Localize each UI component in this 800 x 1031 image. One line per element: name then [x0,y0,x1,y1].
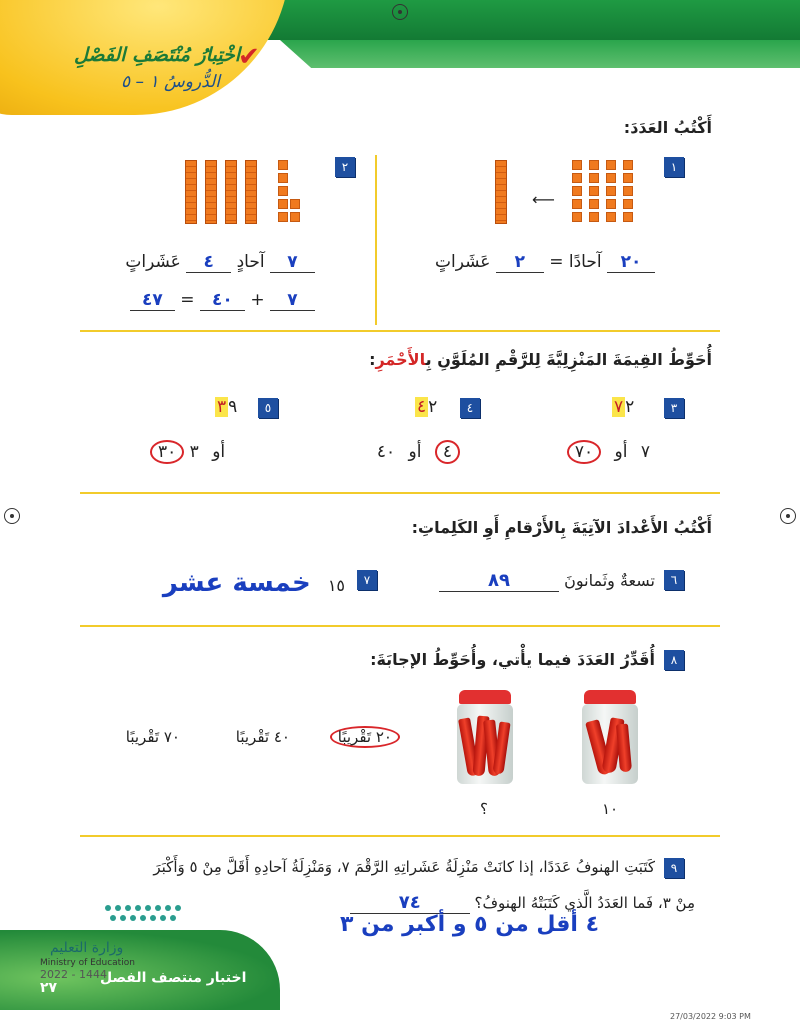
arrow-left-icon: ⟵ [532,190,555,209]
q1-answer-line [435,252,655,273]
instruction-circle-place-value [369,350,712,369]
ones-cube [606,173,616,183]
registration-mark-icon [392,4,408,20]
divider-vertical [375,155,377,325]
instruction-write-number: أَكْتُبُ العَدَدَ: [623,118,712,137]
question-number-8: ٨ [664,650,684,670]
tens-rod [205,160,217,224]
ones-cube [278,212,288,222]
q2-plus: + [250,290,265,310]
divider [80,625,720,627]
q3-number [612,397,634,417]
q1-equals: = [549,252,564,272]
print-timestamp: 27/03/2022 9:03 PM [670,1012,751,1021]
estimate-option-40[interactable]: ٤٠ تَقْريبًا [235,728,290,746]
ones-cube [589,173,599,183]
estimate-option-20[interactable] [330,726,400,748]
q5-number [215,397,237,417]
jar2-label: ؟ [480,800,488,818]
q7-answer[interactable]: خمسة عشر [162,568,311,598]
question-number-5: ٥ [258,398,278,418]
divider [80,835,720,837]
checkmark-icon: ✔ [238,42,260,72]
q5-option-a-circled[interactable]: ٣٠ [150,440,184,464]
q9-handwritten-note: ٤ أقل من ٥ و أكبر من ٣ [340,912,600,937]
registration-mark-icon [780,508,796,524]
ones-cube [606,186,616,196]
q5-plain-digit: ٩ [228,397,238,417]
q4-option-b[interactable]: ٤٠ [376,442,396,462]
question-number-2: ٢ [335,157,355,177]
q4-colored-digit: ٤ [417,397,427,417]
q2-equation [130,290,315,311]
q1-ones-answer[interactable]: ٢٠ [607,252,655,273]
ones-cube [278,173,288,183]
page-title: اخْتِبارُ مُنْتَصَفِ الفَصْلِ [73,44,240,66]
ones-cube [606,199,616,209]
q2-equals: = [180,290,195,310]
instruction-colon: : [369,350,376,369]
jar-image-peppers-10 [580,690,640,785]
q9-question: مِنْ ٣، فَما العَدَدُ الَّذي كَتَبَتْهُ الهنوفُ؟ [474,894,695,912]
ones-cube [623,160,633,170]
ones-cube [606,160,616,170]
page-subtitle: الدُّروسُ ١ – ٥ [121,72,220,92]
ones-cube [623,173,633,183]
q6-row [439,570,655,592]
tens-rods-group [185,160,265,224]
q2-eq-result[interactable]: ٤٧ [130,290,175,311]
q7-row [163,568,345,598]
ones-cube [290,199,300,209]
q3-option-a[interactable]: ٧ [640,442,650,462]
footer-label: اختبار منتصف الفصل [100,970,247,986]
question-number-7: ٧ [357,570,377,590]
q9-text-line1: كَتَبَتِ الهنوفُ عَدَدًا، إذا كانَتْ مَنْزِلَةُ عَشَراتِهِ الرَّقْمَ ٧، وَمَنْزِلَةُ آحادِهِ أَقَلَّ مِنْ ٥ وَأَكْبَرَ [153,858,655,876]
q4-options [377,440,460,464]
q5-or: أو [212,442,226,462]
ones-cube [278,160,288,170]
ones-cube [290,212,300,222]
q2-eq-b[interactable]: ٤٠ [200,290,245,311]
header-band [250,0,800,40]
instruction-red-word: الأَحْمَرِ [375,350,426,369]
estimate-option-20-circled[interactable]: ٢٠ تَقْريبًا [330,726,400,748]
q4-plain-digit: ٢ [428,397,438,417]
q4-or: أو [408,442,422,462]
q2-answer-line [125,252,315,273]
question-number-4: ٤ [460,398,480,418]
q5-colored-digit: ٣ [217,397,227,417]
divider [80,492,720,494]
ones-cube [623,212,633,222]
q3-options [567,440,650,464]
tens-rod [225,160,237,224]
ministry-logo-icon [100,900,195,934]
q2-eq-a[interactable]: ٧ [270,290,315,311]
ones-cube [623,186,633,196]
ministry-year: 2022 - 1444 [40,968,107,981]
jar1-label: ١٠ [602,800,619,818]
estimate-option-70[interactable]: ٧٠ تَقْريبًا [125,728,180,746]
q3-plain-digit: ٢ [625,397,635,417]
q4-number [415,397,437,417]
ones-cube [572,212,582,222]
ones-cube [572,173,582,183]
tens-rod [245,160,257,224]
ministry-name-en: Ministry of Education [40,958,135,968]
ones-cube [589,199,599,209]
tens-rod [185,160,197,224]
q9-text-line2 [350,892,695,914]
question-number-9: ٩ [664,858,684,878]
ones-cube [278,199,288,209]
registration-mark-icon [4,508,20,524]
page-number: ٢٧ [40,980,58,996]
ones-cube [589,160,599,170]
ones-cubes-group [572,160,647,222]
q2-ones-answer[interactable]: ٧ [270,252,315,273]
q3-colored-digit: ٧ [614,397,624,417]
ones-cube [589,186,599,196]
header-band-lower [280,40,800,68]
ministry-name-ar: وزارة التعليم [50,940,124,956]
ones-cube [572,186,582,196]
q9-answer[interactable]: ٧٤ [350,892,470,914]
ones-cubes-group [278,160,308,224]
q6-text: تسعةٌ وثَمانونَ [564,571,655,590]
question-number-6: ٦ [664,570,684,590]
instruction-estimate: أُقَدِّرُ العَدَدَ فيما يأْتي، وأُحَوِّطُ الإجابَةَ: [370,650,655,669]
ones-cube [589,212,599,222]
q1-tens-answer[interactable]: ٢ [496,252,544,273]
ones-cube [623,199,633,209]
q1-ones-label: آحادًا [568,252,602,272]
ones-cube [572,199,582,209]
q3-or: أو [614,442,628,462]
q2-tens-label: عَشَراتٍ [125,252,181,272]
divider [80,330,720,332]
ones-cube [572,160,582,170]
question-number-1: ١ [664,157,684,177]
q4-option-a-circled[interactable]: ٤ [435,440,460,464]
instruction-write-numbers-words: أَكْتُبُ الأَعْدادَ الآتِيَةَ بِالأَرْقامِ أَوِ الكَلِماتِ: [411,518,712,537]
instruction-text: أُحَوِّطُ القِيمَةَ المَنْزِلِيَّةَ لِلرَّقْمِ المُلَوَّنِ بِ [425,350,712,369]
q2-tens-answer[interactable]: ٤ [186,252,231,273]
ones-cube [278,186,288,196]
question-number-3: ٣ [664,398,684,418]
q6-answer[interactable]: ٨٩ [439,570,559,592]
q7-text: ١٥ [327,576,345,595]
ones-cube [606,212,616,222]
tens-rod [495,160,507,224]
jar-image-peppers-unknown [455,690,515,785]
q5-options [150,440,233,464]
q2-ones-label: آحادٍ [236,252,265,272]
q1-tens-label: عَشَراتٍ [434,252,491,272]
q3-option-b-circled[interactable]: ٧٠ [567,440,601,464]
q5-option-b[interactable]: ٣ [189,442,199,462]
